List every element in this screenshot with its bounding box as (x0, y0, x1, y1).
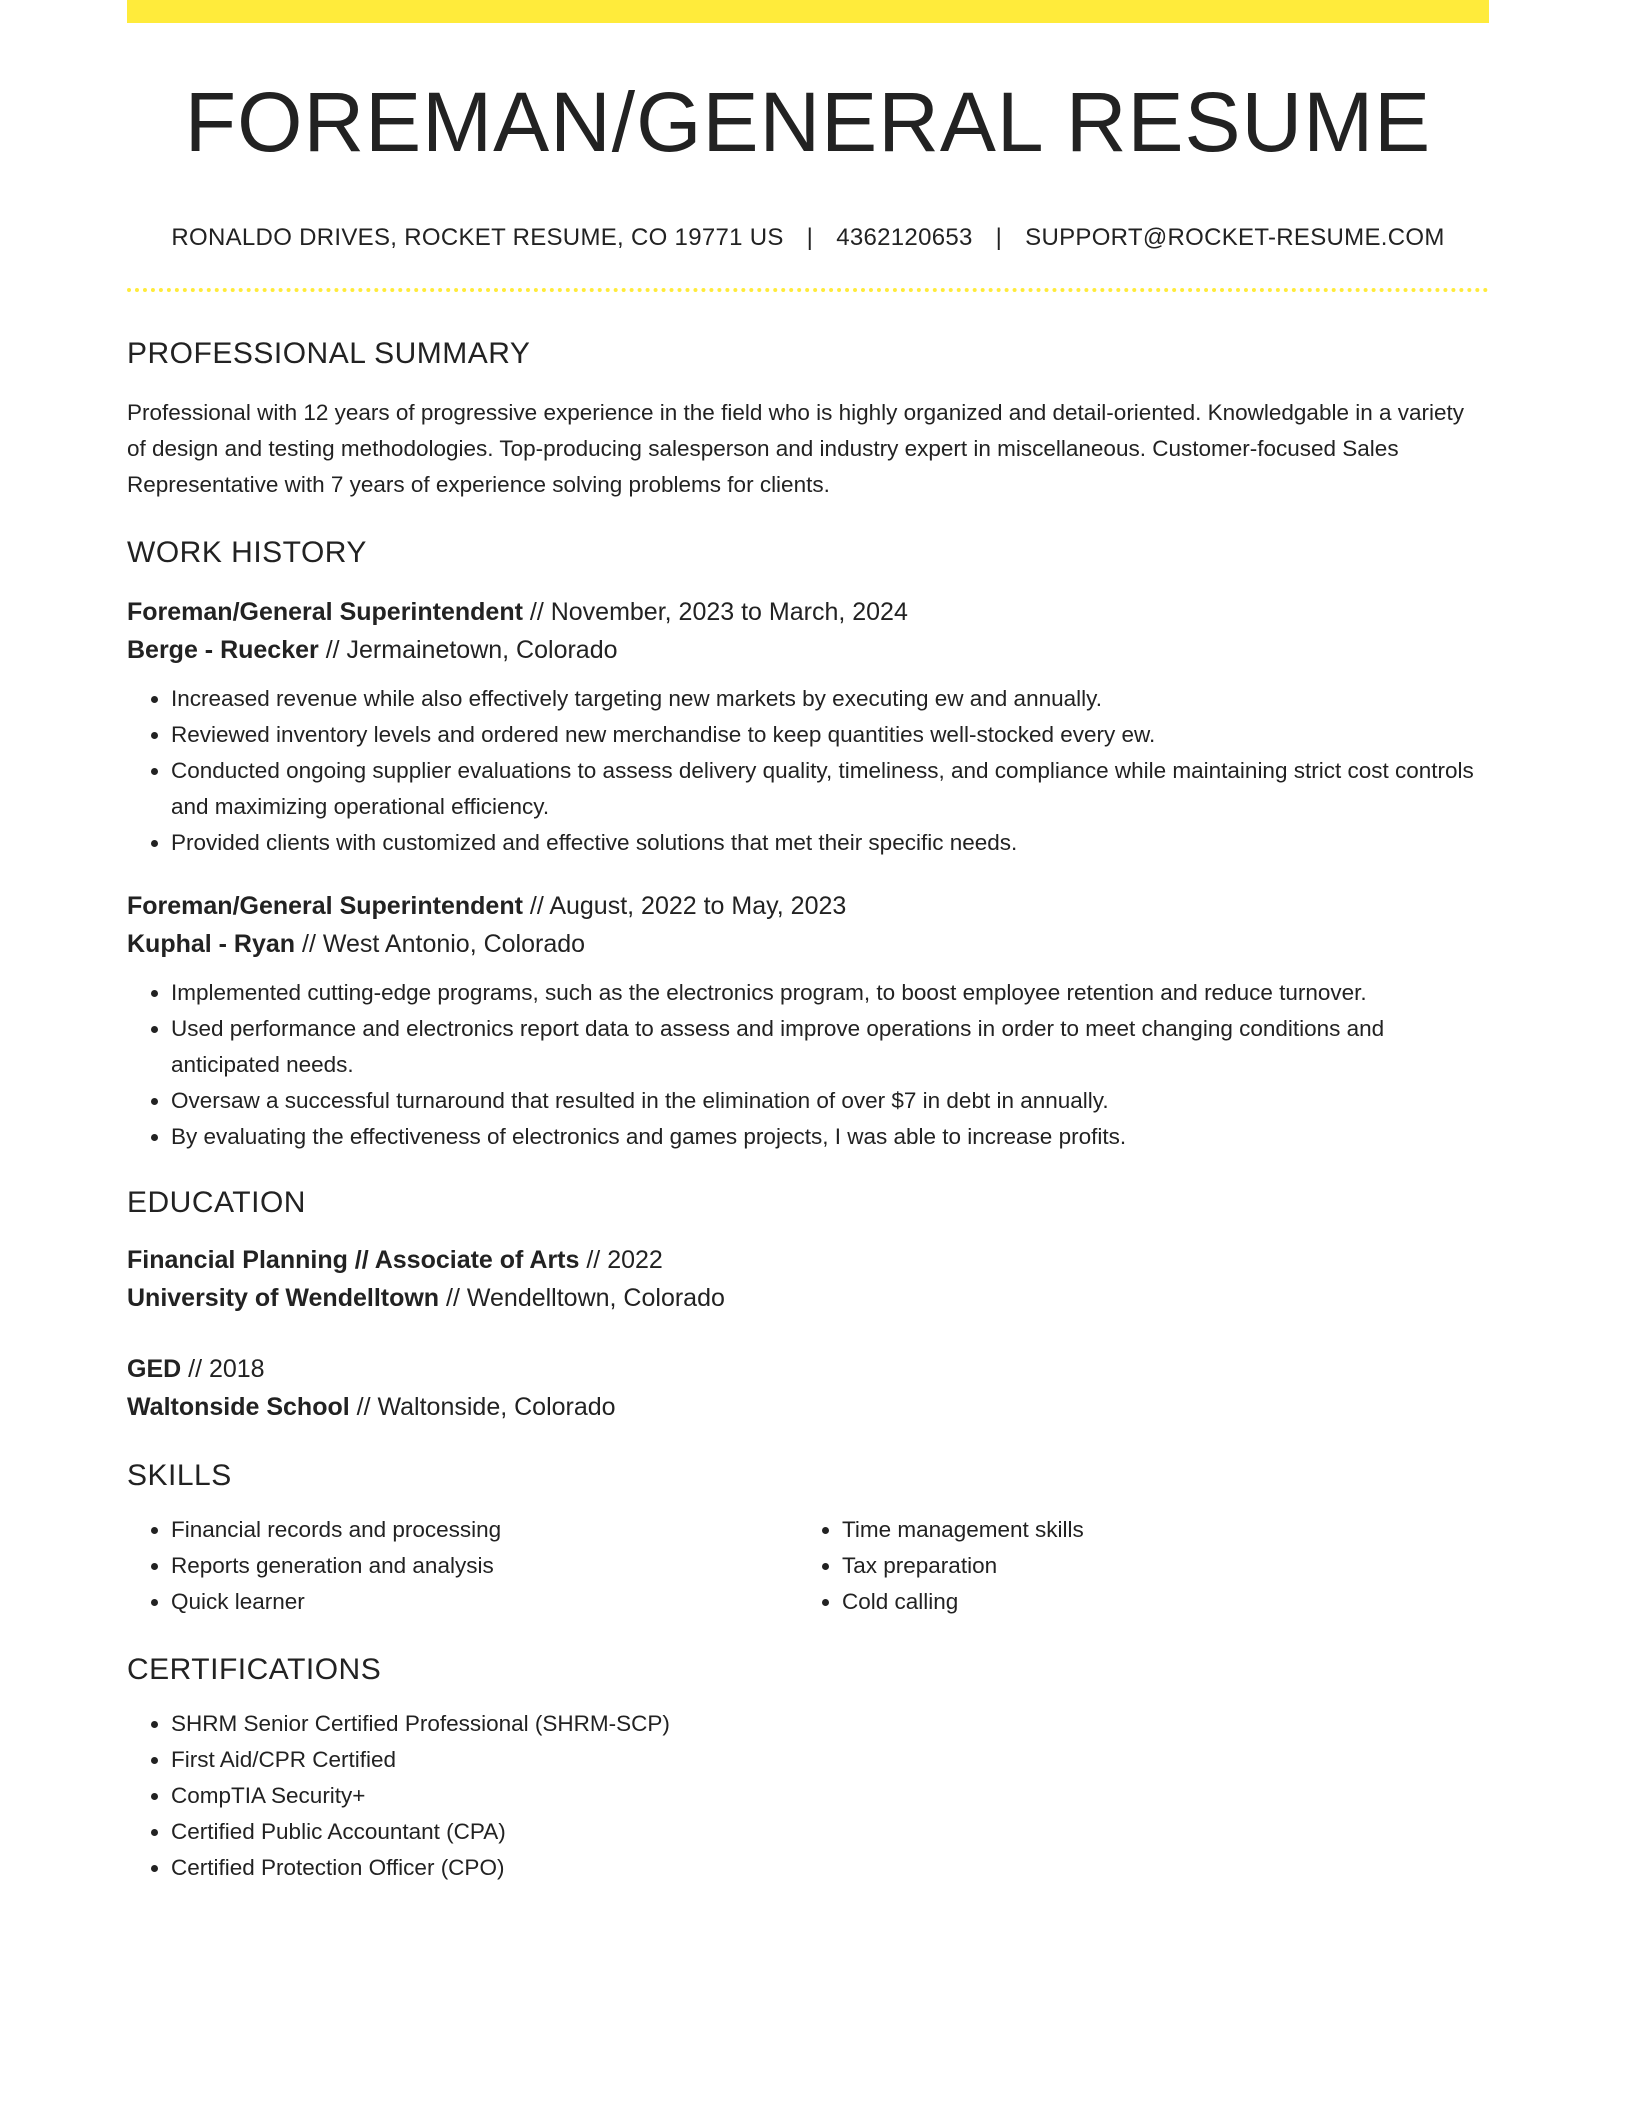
resume-title: FOREMAN/GENERAL RESUME (184, 75, 1432, 169)
summary-heading: PROFESSIONAL SUMMARY (127, 337, 531, 370)
skill-item: • Financial records and processing (171, 1512, 798, 1548)
job-bullet: • By evaluating the effectiveness of electronics and games projects, I was able to increase profits. (171, 1119, 1489, 1155)
summary-text: Professional with 12 years of progressive experience in the field who is highly organized and detail-oriented. Knowledgable in a variety of design and testing methodologies. Top-producing salesperson and industry expert in miscellaneous. Customer-focused Sales Representative with 7 years of experience solving problems for clients. (127, 400, 1465, 497)
job-company-line (127, 925, 1489, 963)
job-dates: // November, 2023 to March, 2024 (522, 598, 908, 626)
job-role-line (127, 593, 1489, 631)
job-bullet: • Conducted ongoing supplier evaluations to assess delivery quality, timeliness, and compliance while maintaining strict cost controls and maximizing operational efficiency. (171, 753, 1489, 825)
job-role-line (127, 887, 1489, 925)
contact-phone: 4362120653 (836, 224, 973, 251)
contact-separator: | (806, 224, 814, 251)
certification-item: • Certified Protection Officer (CPO) (171, 1850, 1489, 1886)
education-school: Waltonside School (127, 1393, 350, 1421)
certifications-list (127, 1706, 1489, 1886)
education-school-line (127, 1388, 1489, 1426)
accent-top-bar (127, 0, 1489, 23)
skills-list-left (127, 1512, 798, 1620)
skills-heading: SKILLS (127, 1459, 232, 1492)
education-school-line (127, 1279, 1489, 1317)
education-degree-line (127, 1350, 1489, 1388)
job-bullet: • Implemented cutting-edge programs, such as the electronics program, to boost employee retention and reduce turnover. (171, 975, 1489, 1011)
work-history-heading: WORK HISTORY (127, 536, 367, 569)
skills-list-right (798, 1512, 1469, 1620)
job-bullet: • Reviewed inventory levels and ordered new merchandise to keep quantities well-stocked every ew. (171, 717, 1489, 753)
job-company-line (127, 631, 1489, 669)
job-bullet-list (127, 975, 1489, 1155)
job-company: Kuphal - Ryan (127, 930, 296, 958)
job-location: // West Antonio, Colorado (295, 930, 586, 958)
job-bullet: • Used performance and electronics report data to assess and improve operations in order to meet changing conditions and anticipated needs. (171, 1011, 1489, 1083)
contact-address: RONALDO DRIVES, ROCKET RESUME, CO 19771 US (171, 224, 784, 251)
job-location: // Jermainetown, Colorado (318, 636, 618, 664)
education-location: // Waltonside, Colorado (349, 1393, 616, 1421)
job-entry (127, 593, 1489, 861)
skill-item: • Tax preparation (842, 1548, 1469, 1584)
job-bullet: • Increased revenue while also effectively targeting new markets by executing ew and annually. (171, 681, 1489, 717)
education-year: // 2018 (181, 1355, 265, 1383)
contact-line (127, 226, 1489, 250)
job-title: Foreman/General Superintendent (127, 598, 523, 626)
resume-page (127, 0, 1489, 1886)
certification-item: • SHRM Senior Certified Professional (SHRM-SCP) (171, 1706, 1489, 1742)
education-entry (127, 1241, 1489, 1317)
job-bullet: • Provided clients with customized and effective solutions that met their specific needs. (171, 825, 1489, 861)
education-degree-line (127, 1241, 1489, 1279)
job-bullet-list (127, 681, 1489, 861)
certifications-heading: CERTIFICATIONS (127, 1653, 382, 1686)
education-location: // Wendelltown, Colorado (439, 1284, 725, 1312)
education-degree: Financial Planning // Associate of Arts (127, 1246, 580, 1274)
skill-item: • Reports generation and analysis (171, 1548, 798, 1584)
education-entry (127, 1350, 1489, 1426)
skill-item: • Quick learner (171, 1584, 798, 1620)
education-school: University of Wendelltown (127, 1284, 440, 1312)
contact-separator: | (995, 224, 1003, 251)
certification-item: • Certified Public Accountant (CPA) (171, 1814, 1489, 1850)
dotted-divider (127, 288, 1489, 292)
certification-item: • First Aid/CPR Certified (171, 1742, 1489, 1778)
contact-email: SUPPORT@ROCKET-RESUME.COM (1025, 224, 1445, 251)
job-dates: // August, 2022 to May, 2023 (522, 892, 847, 920)
skill-item: • Cold calling (842, 1584, 1469, 1620)
skill-item: • Time management skills (842, 1512, 1469, 1548)
job-entry (127, 887, 1489, 1155)
certification-item: • CompTIA Security+ (171, 1778, 1489, 1814)
skills-grid (127, 1512, 1489, 1620)
job-bullet: • Oversaw a successful turnaround that resulted in the elimination of over $7 in debt in annually. (171, 1083, 1489, 1119)
education-degree: GED (127, 1355, 182, 1383)
education-heading: EDUCATION (127, 1186, 306, 1219)
job-company: Berge - Ruecker (127, 636, 319, 664)
education-year: // 2022 (579, 1246, 663, 1274)
job-title: Foreman/General Superintendent (127, 892, 523, 920)
